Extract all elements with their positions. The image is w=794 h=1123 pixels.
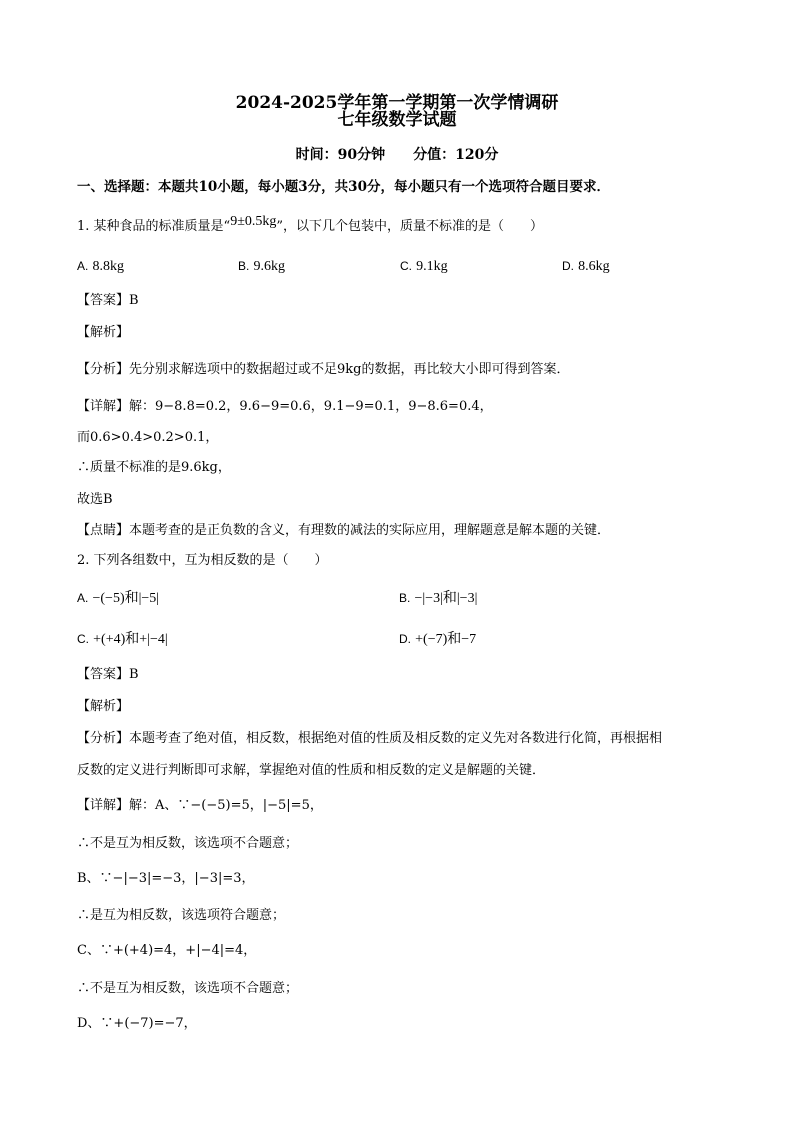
q2-xiangjie: 【详解】解：A、∵−(−5)=5，|−5|=5， [77,798,323,813]
option-letter: A. [77,259,89,273]
q2-option-c [77,631,168,648]
option-letter: C. [77,632,89,646]
q1-stem [77,214,544,235]
q1-option-d [562,258,610,275]
option-letter: D. [399,632,411,646]
q1-option-b [238,258,285,275]
option-text: 9.6kg [253,259,285,274]
option-text: 8.6kg [578,259,610,274]
exam-meta: 时间：90分钟 分值：120分 [295,147,499,163]
option-letter: B. [399,591,411,605]
exam-subtitle: 七年级数学试题 [337,110,457,130]
q2-fenxi-line-1: 【分析】本题考查了绝对值，相反数，根据绝对值的性质及相反数的定义先对各数进行化简，再根据相 [77,731,663,746]
option-letter: B. [238,259,250,273]
q2-b-conclusion: ∴是互为相反数，该选项符合题意； [77,908,286,923]
q1-fenxi: 【分析】先分别求解选项中的数据超过或不足9kg的数据，再比较大小即可得到答案． [77,362,570,377]
option-letter: A. [77,591,89,605]
q2-fenxi-line-2: 反数的定义进行判断即可求解，掌握绝对值的性质和相反数的定义是解题的关键． [77,763,546,778]
q2-option-a [77,590,159,607]
exam-title: 2024-2025学年第一学期第一次学情调研 [235,93,559,113]
q1-option-a [77,258,124,275]
q2-c-conclusion: ∴不是互为相反数，该选项不合题意； [77,981,299,996]
q2-analysis-label: 【解析】 [77,699,130,714]
option-text: 9.1kg [416,259,448,274]
option-text: +(−7)和−7 [415,632,477,647]
q1-step-4: 故选B [77,492,113,507]
q2-b-line: B、∵−|−3|=−3，|−3|=3， [77,871,255,886]
q1-xiangjie: 【详解】解：9−8.8=0.2，9.6−9=0.6，9.1−9=0.1，9−8.6=0.4， [77,399,493,414]
q1-stem-pre: 1. 某种食品的标准质量是“ [77,219,231,234]
option-letter: D. [562,259,574,273]
q2-a-conclusion: ∴不是互为相反数，该选项不合题意； [77,836,299,851]
q1-stem-post: ”，以下几个包装中，质量不标准的是（ ） [276,219,544,234]
q1-dianjing: 【点睛】本题考查的是正负数的含义，有理数的减法的实际应用，理解题意是解本题的关键． [77,523,611,538]
q1-option-c [400,258,448,275]
q1-stem-math: 9±0.5kg [230,214,277,229]
option-letter: C. [400,259,412,273]
q2-c-line: C、∵+(+4)=4，+|−4|=4， [77,943,257,958]
option-text: −(−5)和|−5| [92,591,160,606]
section-heading: 一、选择题：本题共10小题，每小题3分，共30分，每小题只有一个选项符合题目要求． [77,179,610,195]
option-text: −|−3|和|−3| [414,591,478,606]
q2-answer: 【答案】B [77,667,139,682]
option-text: 8.8kg [92,259,124,274]
q2-d-line: D、∵+(−7)=−7， [77,1016,197,1031]
option-text: +(+4)和+|−4| [93,632,168,647]
q2-option-b [399,590,477,607]
q2-option-d [399,631,476,648]
q2-stem: 2. 下列各组数中，互为相反数的是（ ） [77,553,328,568]
q1-answer: 【答案】B [77,293,139,308]
q1-step-2: 而0.6>0.4>0.2>0.1， [77,430,219,445]
q1-step-3: ∴质量不标准的是9.6kg， [77,460,231,475]
q1-analysis-label: 【解析】 [77,325,130,340]
